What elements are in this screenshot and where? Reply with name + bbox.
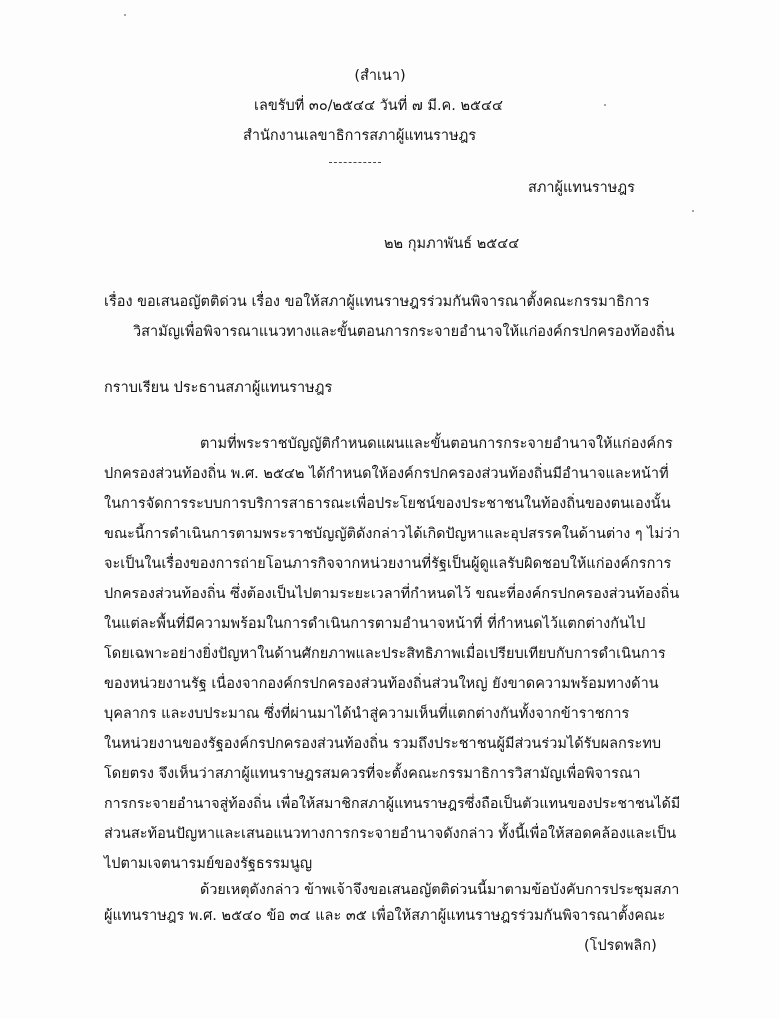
office-name: สำนักงานเลขาธิการสภาผู้แทนราษฎร [243,128,477,144]
body-line: โดยตรง จึงเห็นว่าสภาผู้แทนราษฎรสมควรที่จะตั้งคณะกรรมาธิการวิสามัญเพื่อพิจารณา [104,766,641,782]
body-line: โดยเฉพาะอย่างยิ่งปัญหาในด้านศักยภาพและประสิทธิภาพเมื่อเปรียบเทียบกับการดำเนินการ [104,646,666,662]
body-line: ในแต่ละพื้นที่มีความพร้อมในการดำเนินการตามอำนาจหน้าที่ ที่กำหนดไว้แตกต่างกันไป [104,616,646,632]
closing-line: ผู้แทนราษฎร พ.ศ. ๒๕๔๐ ข้อ ๓๔ และ ๓๕ เพื่อให้สภาผู้แทนราษฎรร่วมกันพิจารณาตั้งคณะ [104,908,666,924]
body-line: ไปตามเจตนารมย์ของรัฐธรรมนูญ [104,856,313,872]
body-line: ในหน่วยงานของรัฐองค์กรปกครองส่วนท้องถิ่น รวมถึงประชาชนผู้มีส่วนร่วมได้รับผลกระทบ [104,736,662,752]
scan-speck [692,210,694,212]
body-line: ขณะนี้การดำเนินการตามพระราชบัญญัติดังกล่าวได้เกิดปัญหาและอุปสรรคในด้านต่าง ๆ ไม่ว่า [104,526,681,542]
body-line: ของหน่วยงานรัฐ เนื่องจากองค์กรปกครองส่วนท้องถิ่นส่วนใหญ่ ยังขาดความพร้อมทางด้าน [104,676,659,692]
turn-over-note: (โปรดพลิก) [584,938,657,954]
salutation: กราบเรียน ประธานสภาผู้แทนราษฎร [104,380,333,396]
body-line: ปกครองส่วนท้องถิ่น พ.ศ. ๒๕๔๒ ได้กำหนดให้องค์กรปกครองส่วนท้องถิ่นมีอำนาจและหน้าที่ [104,466,669,482]
body-line: บุคลากร และงบประมาณ ซึ่งที่ผ่านมาได้นำสู่ความเห็นที่แตกต่างกันทั้งจากข้าราชการ [104,706,630,722]
body-line: ส่วนสะท้อนปัญหาและเสนอแนวทางการกระจายอำนาจดังกล่าว ทั้งนี้เพื่อให้สอดคล้องและเป็น [104,826,677,842]
header-divider [329,162,381,163]
scan-speck [604,104,606,106]
closing-line: ด้วยเหตุดังกล่าว ข้าพเจ้าจึงขอเสนอญัตติด่วนนี้มาตามข้อบังคับการประชุมสภา [200,882,680,898]
body-line: การกระจายอำนาจสู่ท้องถิ่น เพื่อให้สมาชิกสภาผู้แทนราษฎรซึ่งถือเป็นตัวแทนของประชาชนได้มี [104,796,681,812]
receipt-number-line: เลขรับที่ ๓๐/๒๕๔๔ วันที่ ๗ มี.ค. ๒๕๔๔ [254,98,503,114]
body-line: ในการจัดการระบบการบริการสาธารณะเพื่อประโยชน์ของประชาชนในท้องถิ่นของตนเองนั้น [104,496,671,512]
subject-line-1: เรื่อง ขอเสนอญัตติด่วน เรื่อง ขอให้สภาผู้แทนราษฎรร่วมกันพิจารณาตั้งคณะกรรมาธิการ [104,294,650,310]
recipient-organization: สภาผู้แทนราษฎร [528,180,635,196]
document-date: ๒๒ กุมภาพันธ์ ๒๕๔๔ [384,236,520,252]
body-line: ปกครองส่วนท้องถิ่น ซึ่งต้องเป็นไปตามระยะเวลาที่กำหนดไว้ ขณะที่องค์กรปกครองส่วนท้องถิ่น [104,586,680,602]
copy-mark: (สำเนา) [354,68,406,84]
scan-speck [124,14,126,16]
body-line: จะเป็นในเรื่องของการถ่ายโอนภารกิจจากหน่วยงานที่รัฐเป็นผู้ดูแลรับผิดชอบให้แก่องค์กรการ [104,556,672,572]
body-line: ตามที่พระราชบัญญัติกำหนดแผนและขั้นตอนการกระจายอำนาจให้แก่องค์กร [200,436,673,452]
subject-line-2: วิสามัญเพื่อพิจารณาแนวทางและขั้นตอนการกระจายอำนาจให้แก่องค์กรปกครองท้องถิ่น [133,324,675,340]
